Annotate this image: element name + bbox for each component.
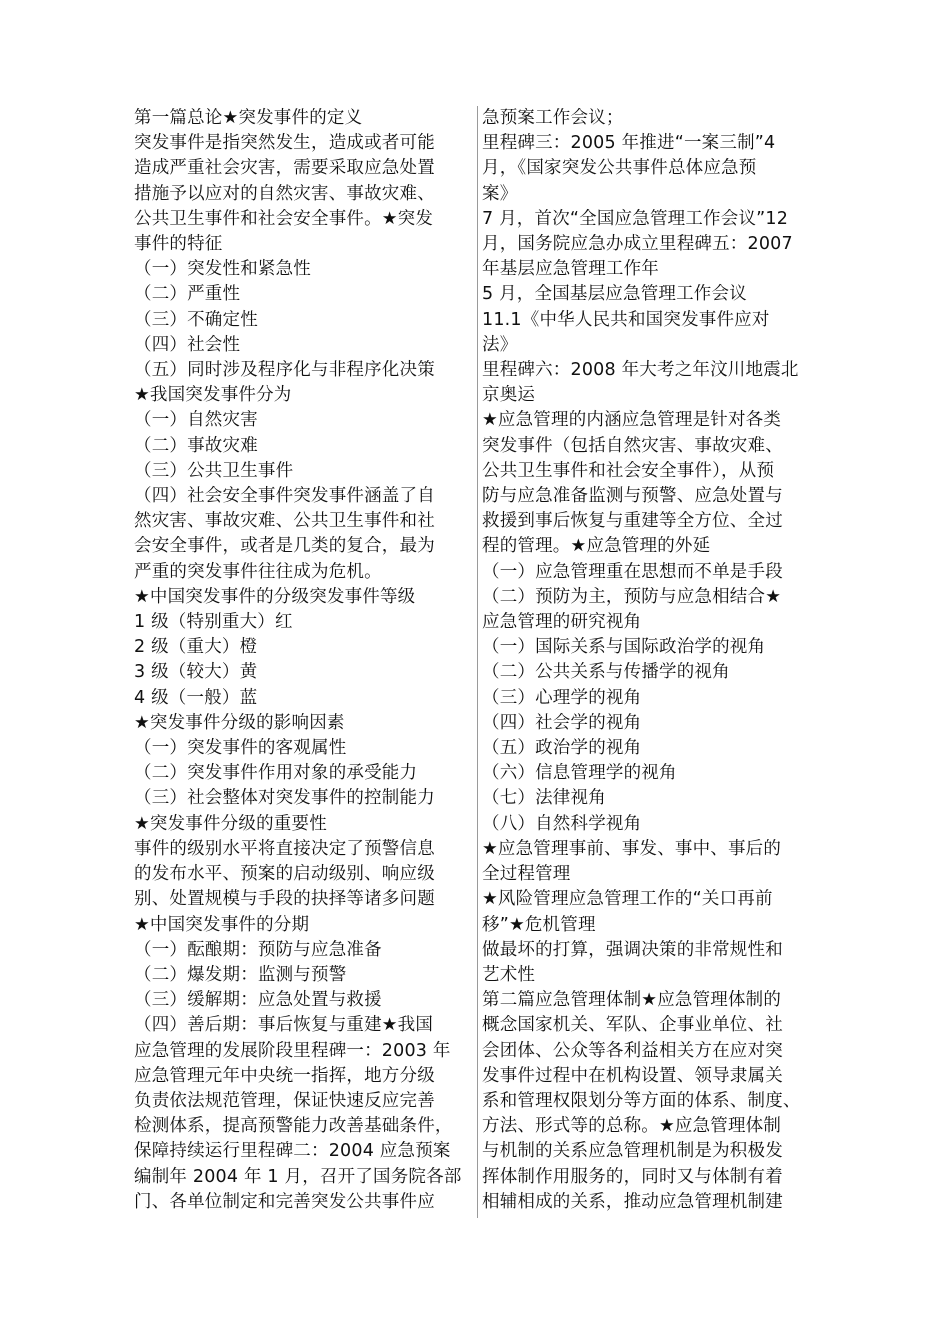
text-line: （一）国际关系与国际政治学的视角 (482, 637, 766, 658)
text-line: 造成严重社会灾害，需要采取应急处置 (134, 158, 435, 179)
text-line: 7 月，首次“全国应急管理工作会议”12 (482, 208, 789, 229)
text-line: 公共卫生事件和社会安全事件），从预 (482, 460, 775, 481)
text-line: （七）法律视角 (482, 788, 606, 809)
text-line: 月，国务院应急办成立里程碑五：2007 (482, 234, 793, 255)
text-line: 救援到事后恢复与重建等全方位、全过 (482, 511, 783, 532)
text-line: 别、处置规模与手段的抉择等诸多问题 (134, 889, 435, 910)
text-line: 做最坏的打算，强调决策的非常规性和 (482, 939, 783, 960)
text-line: 负责依法规范管理，保证快速反应完善 (134, 1090, 435, 1111)
text-line: ★中国突发事件的分期 (134, 914, 310, 935)
text-line: 会团体、公众等各利益相关方在应对突 (482, 1040, 783, 1061)
text-line: 5 月，全国基层应急管理工作会议 (482, 284, 747, 305)
column-divider (477, 106, 478, 1218)
text-line: 2 级（重大）橙 (134, 637, 258, 658)
text-line: （四）善后期：事后恢复与重建★我国 (134, 1015, 434, 1036)
text-line: 移”★危机管理 (482, 914, 596, 935)
text-line: （二）公共关系与传播学的视角 (482, 662, 730, 683)
text-line: （二）突发事件作用对象的承受能力 (134, 763, 418, 784)
text-line: （一）应急管理重在思想而不单是手段 (482, 561, 783, 582)
text-line: 检测体系，提高预警能力改善基础条件， (134, 1116, 453, 1137)
text-line: 11.1《中华人民共和国突发事件应对 (482, 309, 770, 330)
text-line: 月，《国家突发公共事件总体应急预 (482, 158, 757, 179)
text-line: （三）心理学的视角 (482, 687, 642, 708)
text-line: 案》 (482, 183, 518, 204)
text-line: 的发布水平、预案的启动级别、响应级 (134, 864, 435, 885)
text-line: （二）严重性 (134, 284, 241, 305)
text-line: 程的管理。★应急管理的外延 (482, 536, 711, 557)
text-line: 然灾害、事故灾难、公共卫生事件和社 (134, 511, 435, 532)
text-line: （二）事故灾难 (134, 435, 258, 456)
text-line: 方法、形式等的总称。★应急管理体制 (482, 1116, 782, 1137)
text-line: 第二篇应急管理体制★应急管理体制的 (482, 990, 782, 1011)
text-line: ★风险管理应急管理工作的“关口再前 (482, 889, 773, 910)
text-line: 事件的特征 (134, 234, 223, 255)
text-line: 应急管理的发展阶段里程碑一：2003 年 (134, 1040, 451, 1061)
text-line: （二）爆发期：监测与预警 (134, 964, 347, 985)
text-line: 突发事件是指突然发生，造成或者可能 (134, 133, 435, 154)
text-line: 年基层应急管理工作年 (482, 259, 659, 280)
text-line: ★中国突发事件的分级突发事件等级 (134, 586, 416, 607)
text-line: 编制年 2004 年 1 月，召开了国务院各部 (134, 1166, 462, 1187)
text-line: 法》 (482, 334, 518, 355)
text-line: ★我国突发事件分为 (134, 385, 292, 406)
text-line: 保障持续运行里程碑二：2004 应急预案 (134, 1141, 451, 1162)
text-line: 应急管理的研究视角 (482, 612, 642, 633)
text-line: （八）自然科学视角 (482, 813, 642, 834)
text-line: 里程碑三：2005 年推进“一案三制”4 (482, 133, 776, 154)
text-line: 发事件过程中在机构设置、领导隶属关 (482, 1065, 783, 1086)
text-line: 门、各单位制定和完善突发公共事件应 (134, 1191, 435, 1212)
text-line: （三）公共卫生事件 (134, 460, 294, 481)
text-line: 急预案工作会议； (482, 108, 624, 128)
text-line: （四）社会安全事件突发事件涵盖了自 (134, 486, 435, 507)
text-line: （一）自然灾害 (134, 410, 258, 431)
text-line: 京奥运 (482, 385, 536, 406)
text-line: 全过程管理 (482, 864, 571, 885)
text-line: 系和管理权限划分等方面的体系、制度、 (482, 1090, 801, 1111)
text-line: （一）突发性和紧急性 (134, 259, 311, 280)
text-line: 艺术性 (482, 964, 536, 985)
text-line: （三）缓解期：应急处置与救援 (134, 990, 382, 1011)
text-line: （六）信息管理学的视角 (482, 763, 677, 784)
text-line: 会安全事件，或者是几类的复合，最为 (134, 536, 435, 557)
text-line: （五）同时涉及程序化与非程序化决策 (134, 360, 435, 381)
text-line: （五）政治学的视角 (482, 738, 642, 759)
text-line: （三）社会整体对突发事件的控制能力 (134, 788, 435, 809)
text-line: 概念国家机关、军队、企事业单位、社 (482, 1015, 783, 1036)
text-line: 3 级（较大）黄 (134, 662, 258, 683)
text-line: ★突发事件分级的重要性 (134, 813, 327, 834)
text-line: 相辅相成的关系，推动应急管理机制建 (482, 1191, 783, 1212)
text-line: （一）酝酿期：预防与应急准备 (134, 939, 382, 960)
text-line: 措施予以应对的自然灾害、事故灾难、 (134, 183, 435, 204)
text-line: 应急管理元年中央统一指挥，地方分级 (134, 1065, 435, 1086)
text-line: （四）社会性 (134, 334, 241, 355)
text-line: 4 级（一般）蓝 (134, 687, 258, 708)
text-line: 与机制的关系应急管理机制是为积极发 (482, 1141, 783, 1162)
text-line: （一）突发事件的客观属性 (134, 738, 347, 759)
text-line: （三）不确定性 (134, 309, 258, 330)
text-line: 里程碑六：2008 年大考之年汶川地震北 (482, 360, 799, 381)
text-line: 挥体制作用服务的，同时又与体制有着 (482, 1166, 783, 1187)
text-line: 防与应急准备监测与预警、应急处置与 (482, 486, 783, 507)
text-line: ★突发事件分级的影响因素 (134, 712, 345, 733)
text-line: 突发事件（包括自然灾害、事故灾难、 (482, 435, 783, 456)
text-line: （二）预防为主，预防与应急相结合★ (482, 586, 782, 607)
right-text-column (482, 106, 822, 1215)
text-line: 第一篇总论★突发事件的定义 (134, 108, 363, 128)
text-line: ★应急管理的内涵应急管理是针对各类 (482, 410, 782, 431)
text-line: 事件的级别水平将直接决定了预警信息 (134, 838, 435, 859)
text-line: ★应急管理事前、事发、事中、事后的 (482, 838, 782, 859)
text-line: （四）社会学的视角 (482, 712, 642, 733)
left-text-column (134, 106, 474, 1215)
text-line: 严重的突发事件往往成为危机。 (134, 561, 382, 582)
text-line: 1 级（特别重大）红 (134, 612, 293, 633)
text-line: 公共卫生事件和社会安全事件。★突发 (134, 208, 434, 229)
